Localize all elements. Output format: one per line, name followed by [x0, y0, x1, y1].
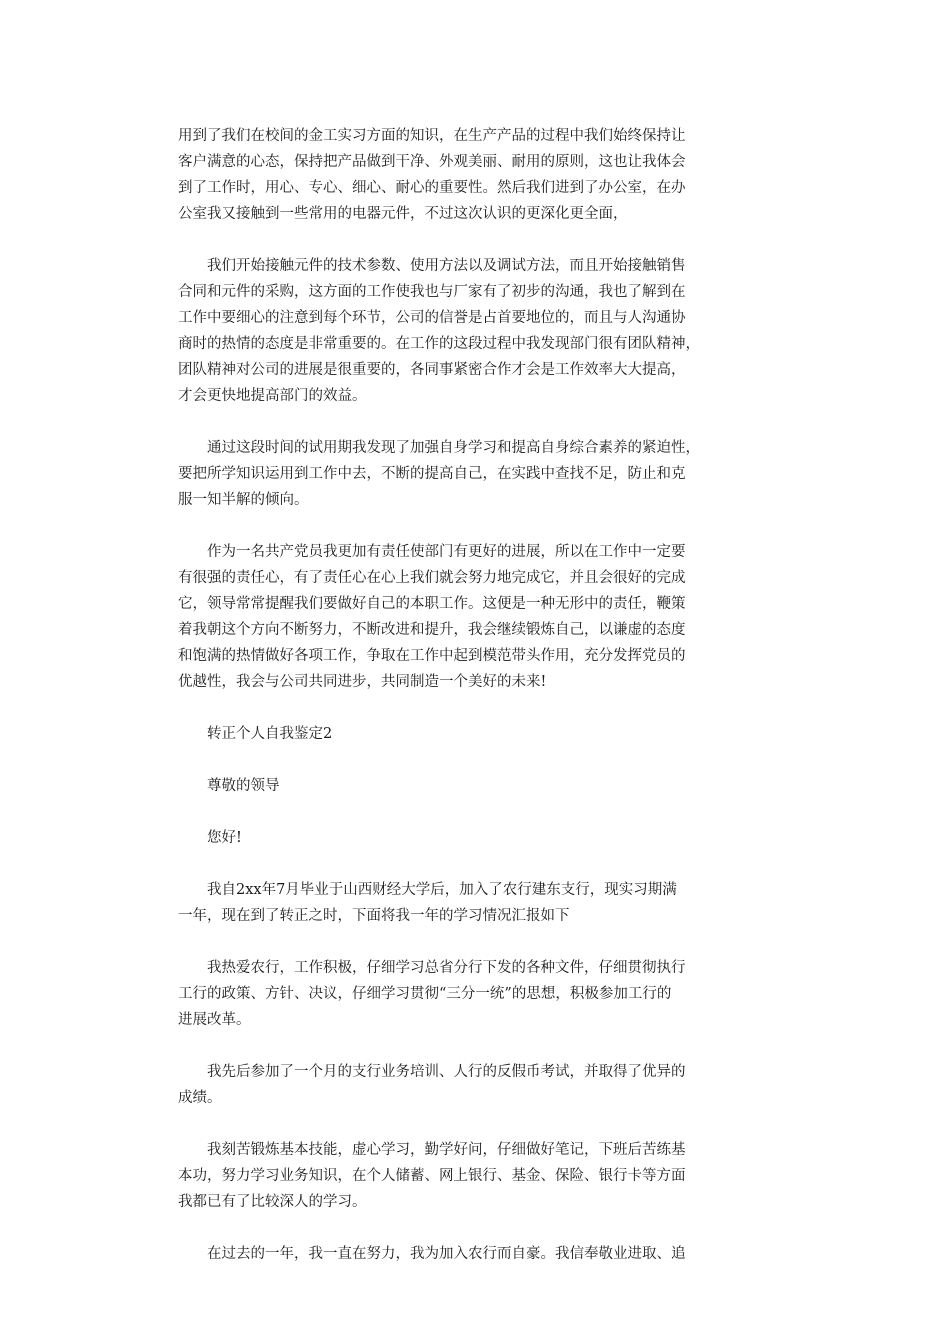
- paragraph: [178, 877, 773, 929]
- text-line: 本功，努力学习业务知识，在个人储蓄、网上银行、基金、保险、银行卡等方面: [178, 1168, 686, 1184]
- text-line: 工作中要细心的注意到每个环节，公司的信誉是占首要地位的，而且与人沟通协: [178, 310, 686, 326]
- paragraph: [178, 721, 773, 747]
- text-line: 有很强的责任心，有了责任心在心上我们就会努力地完成它，并且会很好的完成: [178, 570, 686, 586]
- text-line: 客户满意的心态，保持把产品做到干净、外观美丽、耐用的原则，这也让我体会: [178, 154, 686, 170]
- text-line: 合同和元件的采购，这方面的工作使我也与厂家有了初步的沟通，我也了解到在: [178, 284, 686, 300]
- text-line: 着我朝这个方向不断努力，不断改进和提升，我会继续锻炼自己，以谦虚的态度: [178, 622, 686, 638]
- text-line: 优越性，我会与公司共同进步，共同制造一个美好的未来!: [178, 674, 547, 690]
- text-line: 我先后参加了一个月的支行业务培训、人行的反假币考试，并取得了优异的: [178, 1064, 686, 1080]
- text-line: 公室我又接触到一些常用的电器元件，不过这次认识的更深化更全面，: [178, 206, 628, 222]
- text-line: 它，领导常常提醒我们要做好自己的本职工作。这便是一种无形中的责任，鞭策: [178, 596, 686, 612]
- text-line: 我都已有了比较深人的学习。: [178, 1194, 367, 1210]
- text-line: 在过去的一年，我一直在努力，我为加入农行而自豪。我信奉敬业进取、追: [178, 1246, 686, 1262]
- paragraph: [178, 253, 773, 409]
- text-line: 作为一名共产党员我更加有责任使部门有更好的进展，所以在工作中一定要: [178, 544, 686, 560]
- text-line: 尊敬的领导: [178, 778, 280, 794]
- paragraph: [178, 1241, 773, 1267]
- text-line: 到了工作时，用心、专心、细心、耐心的重要性。然后我们进到了办公室，在办: [178, 180, 686, 196]
- text-line: 一年，现在到了转正之时，下面将我一年的学习情况汇报如下: [178, 908, 570, 924]
- text-line: 服一知半解的倾向。: [178, 492, 309, 508]
- text-line: 我自2xx年7月毕业于山西财经大学后，加入了农行建东支行，现实习期满: [178, 882, 677, 898]
- paragraph: [178, 955, 773, 1033]
- text-line: 我们开始接触元件的技术参数、使用方法以及调试方法，而且开始接触销售: [178, 258, 686, 274]
- text-line: 和饱满的热情做好各项工作，争取在工作中起到模范带头作用，充分发挥党员的: [178, 648, 686, 664]
- document-body: [178, 123, 773, 1293]
- paragraph: [178, 539, 773, 695]
- text-line: 要把所学知识运用到工作中去，不断的提高自己，在实践中查找不足，防止和克: [178, 466, 686, 482]
- paragraph: [178, 825, 773, 851]
- paragraph: [178, 435, 773, 513]
- text-line: 工行的政策、方针、决议，仔细学习贯彻“三分一统”的思想，积极参加工行的: [178, 986, 672, 1002]
- text-line: 您好!: [178, 830, 242, 846]
- paragraph: [178, 1137, 773, 1215]
- text-line: 我热爱农行，工作积极，仔细学习总省分行下发的各种文件，仔细贯彻执行: [178, 960, 686, 976]
- paragraph: [178, 123, 773, 227]
- text-line: 转正个人自我鉴定2: [178, 726, 333, 742]
- text-line: 用到了我们在校间的金工实习方面的知识，在生产产品的过程中我们始终保持让: [178, 128, 686, 144]
- text-line: 进展改革。: [178, 1012, 251, 1028]
- text-line: 通过这段时间的试用期我发现了加强自身学习和提高自身综合素养的紧迫性，: [178, 440, 700, 456]
- text-line: 团队精神对公司的进展是很重要的，各同事紧密合作才会是工作效率大大提高，: [178, 362, 686, 378]
- paragraph: [178, 1059, 773, 1111]
- text-line: 才会更快地提高部门的效益。: [178, 388, 367, 404]
- text-line: 我刻苦锻炼基本技能，虚心学习，勤学好问，仔细做好笔记，下班后苦练基: [178, 1142, 686, 1158]
- text-line: 商时的热情的态度是非常重要的。在工作的这段过程中我发现部门很有团队精神，: [178, 336, 700, 352]
- paragraph: [178, 773, 773, 799]
- text-line: 成绩。: [178, 1090, 222, 1106]
